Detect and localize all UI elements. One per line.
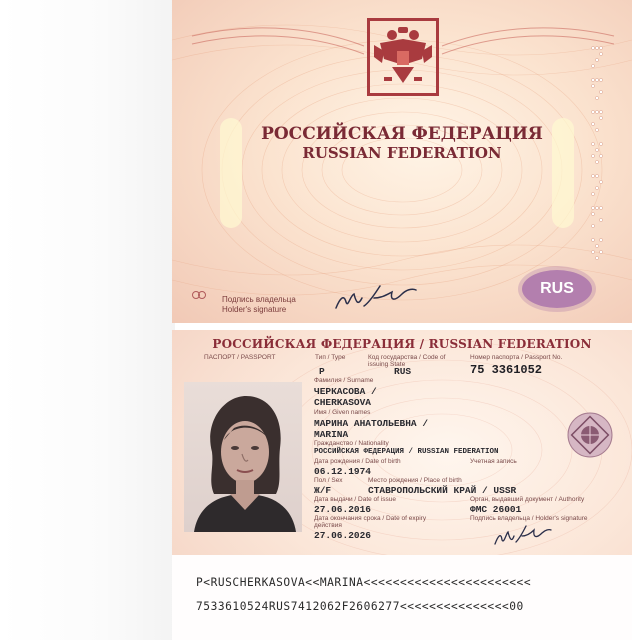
value-passport-no: 75 3361052: [470, 363, 543, 377]
value-surname-en: CHERKASOVA: [314, 397, 372, 408]
label-dob: Дата рождения / Date of birth: [314, 458, 401, 465]
label-nationality: Гражданство / Nationality: [314, 440, 389, 447]
value-nationality: РОССИЙСКАЯ ФЕДЕРАЦИЯ / RUSSIAN FEDERATION: [314, 448, 499, 456]
label-date-of-expiry: Дата окончания срока / Date of expiry: [314, 515, 427, 522]
holder-signature-upper: [332, 280, 422, 314]
holder-photo: [184, 382, 302, 532]
label-authority: Орган, выдавший документ / Authority: [470, 496, 585, 503]
label-holder-signature: Подпись владельца / Holder's signature: [470, 515, 588, 522]
value-date-of-expiry: 27.06.2026: [314, 530, 372, 541]
value-dob: 06.12.1974: [314, 466, 372, 477]
cover-title-en: RUSSIAN FEDERATION: [302, 144, 502, 162]
hologram-icon: [565, 410, 615, 460]
passport-upper-page: [172, 0, 632, 323]
signature-label-ru: Подпись владельца: [222, 295, 296, 304]
label-personal-no: Учетная запись: [470, 458, 517, 465]
mrz-line-1: P<RUSCHERKASOVA<<MARINA<<<<<<<<<<<<<<<<<<<<<<<: [196, 576, 532, 589]
label-passport: ПАСПОРТ / PASSPORT: [204, 354, 276, 361]
label-sex: Пол / Sex: [314, 477, 343, 484]
background-left: [0, 0, 175, 640]
label-type: Тип / Type: [315, 354, 346, 361]
passport-data-page: [172, 330, 632, 640]
holder-signature-lower: [492, 522, 552, 550]
mrz-line-2: 7533610524RUS7412062F2606277<<<<<<<<<<<<<<<00: [196, 600, 524, 613]
label-date-of-issue: Дата выдачи / Date of issue: [314, 496, 396, 503]
country-badge: RUS: [522, 270, 592, 308]
double-headed-eagle-icon: [370, 21, 436, 93]
crest-frame: [367, 18, 439, 96]
mrz-zone: [172, 555, 632, 640]
signature-label-en: Holder's signature: [222, 305, 287, 314]
value-given-en: MARINA: [314, 429, 349, 440]
uv-symbol-icon: [192, 290, 206, 302]
cover-title-ru: РОССИЙСКАЯ ФЕДЕРАЦИЯ: [261, 124, 543, 144]
value-given-ru: МАРИНА АНАТОЛЬЕВНА /: [314, 418, 429, 429]
label-place-of-birth: Место рождения / Place of birth: [368, 477, 462, 484]
value-country-code: RUS: [394, 366, 412, 377]
value-sex: Ж/F: [314, 485, 332, 496]
label-passport-no: Номер паспорта / Passport No.: [470, 354, 563, 361]
value-type: P: [319, 366, 325, 377]
value-surname-ru: ЧЕРКАСОВА /: [314, 386, 377, 397]
data-page-title: РОССИЙСКАЯ ФЕДЕРАЦИЯ / RUSSIAN FEDERATION: [212, 337, 592, 351]
value-authority: ФМС 26001: [470, 504, 522, 515]
portrait-image: [184, 382, 302, 532]
serial-number-perforation: [587, 40, 617, 270]
label-given-names: Имя / Given names: [314, 409, 371, 416]
label-surname: Фамилия / Surname: [314, 377, 374, 384]
value-place-of-birth: СТАВРОПОЛЬСКИЙ КРАЙ / USSR: [368, 485, 517, 496]
label-expiry-extra: действия: [314, 522, 342, 529]
label-country-code: Код государства / Code of issuing State: [368, 354, 446, 368]
value-date-of-issue: 27.06.2016: [314, 504, 372, 515]
